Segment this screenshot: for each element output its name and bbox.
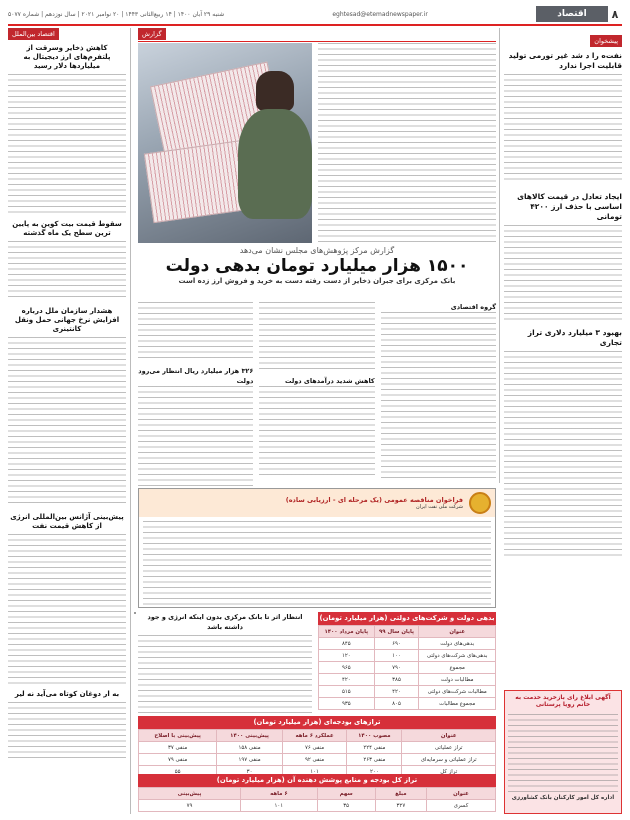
left-column bbox=[8, 28, 126, 814]
budget-table bbox=[138, 729, 496, 778]
debts-row bbox=[319, 686, 496, 698]
finance-row bbox=[139, 800, 496, 812]
budget-header-cell: عنوان bbox=[402, 730, 496, 742]
oil-company-logo bbox=[469, 492, 491, 514]
debts-cell: ۴۲۰ bbox=[319, 674, 375, 686]
debts-table-title: بدهی دولت و شرکت‌های دولتی (هزار میلیارد تومان) bbox=[318, 612, 496, 625]
debts-cell: مجموع bbox=[419, 662, 496, 674]
budget-cell: ۱۰۱ bbox=[282, 766, 347, 778]
tender-ad bbox=[138, 488, 496, 608]
budget-table-wrap bbox=[138, 716, 496, 778]
debts-header-cell: پایان مرداد ۱۴۰۰ bbox=[319, 626, 375, 638]
debts-row bbox=[319, 674, 496, 686]
finance-cell: ۷۹ bbox=[139, 800, 241, 812]
debts-cell: بدهی‌های شرکت‌های دولتی bbox=[419, 650, 496, 662]
budget-table-title: ترازهای بودجه‌ای (هزار میلیارد تومان) bbox=[138, 716, 496, 729]
left-item-3-title: هشدار سازمان ملل درباره افزایش نرخ جهانی حمل ونقل کانتینری bbox=[14, 307, 120, 333]
finance-cell: ۳۵ bbox=[317, 800, 375, 812]
page-header bbox=[8, 6, 622, 22]
right-item-3-body bbox=[504, 351, 622, 556]
finance-table-wrap bbox=[138, 774, 496, 812]
budget-header-cell: مصوب ۱۴۰۰ bbox=[347, 730, 402, 742]
debts-cell: ۵۱۵ bbox=[319, 686, 375, 698]
story-body bbox=[138, 302, 496, 482]
story-col-2 bbox=[259, 302, 374, 482]
budget-cell: منفی ۱۹۷ bbox=[217, 754, 282, 766]
story-crosshead: ۳۲۶ هزار میلیارد ریال انتظار می‌رود دولت bbox=[138, 367, 254, 385]
debts-cell: ۱۲۰ bbox=[319, 650, 375, 662]
story-headline: ۱۵۰۰ هزار میلیارد تومان بدهی دولت bbox=[165, 256, 469, 276]
debts-cell: ۸۴۵ bbox=[319, 638, 375, 650]
notice-footer: اداره کل امور کارکنان بانک کشاورزی bbox=[511, 795, 615, 801]
budget-cell: ۲۰۰ bbox=[347, 766, 402, 778]
photo-worker-head bbox=[256, 71, 294, 111]
finance-header-cell: پیش‌بینی bbox=[139, 788, 241, 800]
budget-cell: تراز عملیاتی و سرمایه‌ای bbox=[402, 754, 496, 766]
debts-table bbox=[318, 625, 496, 710]
story-subheadline: بانک مرکزی برای جبران ذخایر از دست رفته دست به خرید و فروش ارز زده است bbox=[178, 277, 456, 285]
story-crosshead: کاهش شدید درآمدهای دولت bbox=[284, 377, 375, 385]
notice-ad bbox=[504, 690, 622, 814]
debts-cell: بدهی‌های دولت bbox=[419, 638, 496, 650]
report-column-text bbox=[318, 43, 496, 243]
story-head bbox=[138, 246, 496, 285]
budget-cell: منفی ۹۲ bbox=[282, 754, 347, 766]
right-item-3-title: بهبود ۳ میلیارد دلاری تراز تجاری bbox=[527, 328, 622, 347]
story-col-1 bbox=[381, 302, 496, 482]
finance-cell: ۳۲۷ bbox=[375, 800, 426, 812]
debts-cell: ۱۰۰ bbox=[374, 650, 419, 662]
finance-table-title: تراز کل بودجه و منابع پوشش دهنده آن (هزار میلیارد تومان) bbox=[138, 774, 496, 787]
left-item-2-title: سقوط قیمت بیت کوین به پایین ترین سطح یک ماه گذشته bbox=[12, 220, 122, 237]
left-item-4-title: پیش‌بینی آژانس بین‌المللی انرژی از کاهش قیمت نفت bbox=[10, 513, 124, 530]
budget-header-cell: عملکرد ۶ ماهه bbox=[282, 730, 347, 742]
report-tag-bar bbox=[138, 28, 496, 42]
header-rule bbox=[8, 24, 622, 26]
left-column-tag: اقتصاد بین‌الملل bbox=[8, 28, 59, 40]
finance-cell: کسری bbox=[427, 800, 496, 812]
debts-cell: ۹۶۵ bbox=[319, 662, 375, 674]
budget-row bbox=[139, 754, 496, 766]
budget-header-cell: پیش‌بینی ۱۴۰۰ bbox=[217, 730, 282, 742]
debts-header-cell: عنوان bbox=[419, 626, 496, 638]
debts-row bbox=[319, 650, 496, 662]
budget-header-cell: پیش‌بینی با اصلاح bbox=[139, 730, 217, 742]
story-crosshead: گروه اقتصادی bbox=[450, 303, 496, 311]
finance-header-cell: سهم bbox=[317, 788, 375, 800]
right-item-2-body bbox=[504, 225, 622, 320]
column-divider bbox=[130, 28, 131, 814]
section-email[interactable]: eghtesad@etemadnewspaper.ir bbox=[332, 10, 428, 18]
budget-cell: منفی ۷۹ bbox=[139, 754, 217, 766]
finance-header-cell: ۶ ماهه bbox=[241, 788, 318, 800]
story-kicker: گزارش مرکز پژوهش‌های مجلس نشان می‌دهد bbox=[239, 246, 395, 255]
story-col-3 bbox=[138, 302, 253, 482]
finance-header-cell: مبلغ bbox=[375, 788, 426, 800]
right-item-2-title: ایجاد تعادل در قیمت کالاهای اساسی با حذف ارز ۴۲۰۰ تومانی bbox=[517, 192, 622, 221]
tender-title: فراخوان مناقصه عمومی (یک مرحله ای - ارزیابی ساده) bbox=[285, 496, 463, 504]
debts-cell: ۴۲۰ bbox=[374, 686, 419, 698]
budget-cell: تراز کل bbox=[402, 766, 496, 778]
photo-worker-body bbox=[238, 109, 312, 219]
debts-cell: ۹۳۵ bbox=[319, 698, 375, 710]
column-divider bbox=[499, 28, 500, 483]
page-number: ۸ bbox=[611, 7, 619, 21]
debts-row bbox=[319, 662, 496, 674]
debts-row bbox=[319, 698, 496, 710]
debts-cell: ۸۰۵ bbox=[374, 698, 419, 710]
story-crosshead: انتظار اثر تا بانک مرکزی بدون اینکه انرژی و جود داشته باشد bbox=[147, 613, 303, 631]
budget-cell: منفی ۲۶۳ bbox=[347, 754, 402, 766]
budget-cell: منفی ۲۲۴ bbox=[347, 742, 402, 754]
budget-cell: ۵۵ bbox=[139, 766, 217, 778]
left-item-1-title: کاهش ذخایر وسرقت از پلتفرم‌های ارز دیجیتال به میلیاردها دلار رسید bbox=[23, 44, 111, 70]
story-photo bbox=[138, 43, 312, 243]
budget-cell: ۳۰ bbox=[217, 766, 282, 778]
budget-cell: منفی ۷۶ bbox=[282, 742, 347, 754]
budget-cell: منفی ۱۵۸ bbox=[217, 742, 282, 754]
finance-header-cell: عنوان bbox=[427, 788, 496, 800]
debts-header-cell: پایان سال ۹۹ bbox=[374, 626, 419, 638]
left-story-text bbox=[138, 612, 312, 716]
report-tag: گزارش bbox=[138, 28, 166, 40]
debts-cell: مطالبات دولت bbox=[419, 674, 496, 686]
budget-row bbox=[139, 742, 496, 754]
debts-table-wrap bbox=[318, 612, 496, 710]
issue-line: شنبه ۲۹ آبان ۱۴۰۰ | ۱۴ ربیع‌الثانی ۱۴۴۳ | ۲۰ نوامبر ۲۰۲۱ | سال نوزدهم | شماره ۵۰۷۷ bbox=[8, 10, 225, 18]
finance-table bbox=[138, 787, 496, 812]
debts-cell: مجموع مطالبات bbox=[419, 698, 496, 710]
debts-cell: مطالبات شرکت‌های دولتی bbox=[419, 686, 496, 698]
debts-row bbox=[319, 638, 496, 650]
right-item-1-body bbox=[504, 74, 622, 184]
debts-cell: ۳۸۵ bbox=[374, 674, 419, 686]
section-label: اقتصاد bbox=[536, 6, 608, 22]
right-column-tag: پیشخوان bbox=[590, 35, 622, 47]
budget-cell: منفی ۳۷ bbox=[139, 742, 217, 754]
debts-cell: ۷۹۰ bbox=[374, 662, 419, 674]
tender-sub: شرکت ملی نفت ایران bbox=[416, 504, 463, 510]
left-item-5-title: به ار دوغان کوتاه می‌آید نه لیر bbox=[14, 690, 120, 698]
right-item-1-title: نفت‌ه را د شد غیر تورمی تولید قابلیت اجرا ندارد bbox=[508, 51, 622, 70]
finance-cell: ۱۰۱ bbox=[241, 800, 318, 812]
budget-cell: تراز عملیاتی bbox=[402, 742, 496, 754]
debts-cell: ۶۹۰ bbox=[374, 638, 419, 650]
notice-title: آگهی ابلاغ رای بازخرید خدمت به خانم رویا پرستانی bbox=[515, 694, 611, 708]
